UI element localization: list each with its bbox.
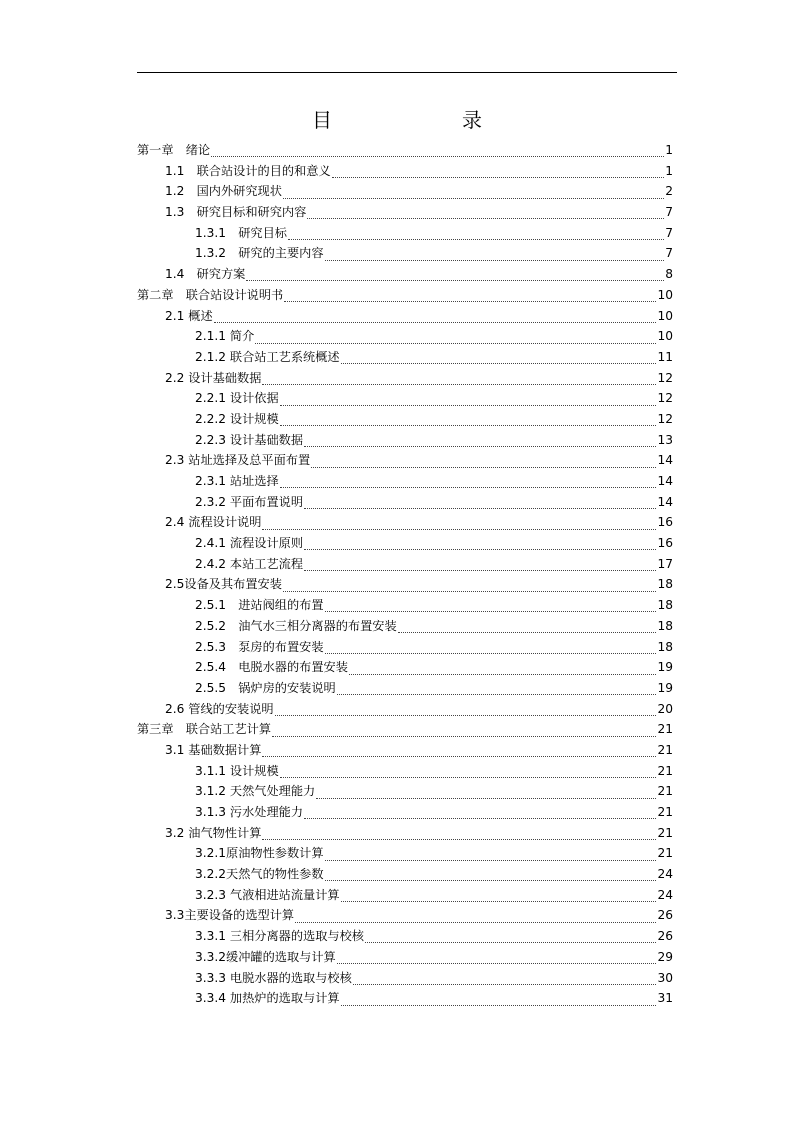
- toc-entry-page-number: 10: [657, 287, 673, 302]
- toc-entry-page-number: 13: [657, 432, 673, 447]
- dot-leader: [365, 933, 657, 943]
- toc-entry-page-number: 17: [657, 556, 673, 571]
- toc-entry[interactable]: [137, 616, 673, 637]
- toc-entry[interactable]: [137, 699, 673, 720]
- toc-entry[interactable]: [137, 885, 673, 906]
- table-of-contents: [137, 140, 673, 1009]
- toc-entry-label: 3.3.2缓冲罐的选取与计算: [195, 949, 336, 964]
- toc-entry[interactable]: [137, 761, 673, 782]
- toc-entry-label: 3.1.1 设计规模: [195, 763, 279, 778]
- toc-entry-page-number: 31: [657, 991, 673, 1006]
- dot-leader: [325, 602, 657, 612]
- toc-entry-label: 3.3.4 加热炉的选取与计算: [195, 991, 340, 1006]
- toc-entry[interactable]: [137, 843, 673, 864]
- toc-entry-page-number: 21: [657, 784, 673, 799]
- header-rule: [137, 72, 677, 73]
- toc-entry[interactable]: [137, 471, 673, 492]
- dot-leader: [262, 375, 656, 385]
- page-title: 目 录: [312, 108, 512, 132]
- toc-entry-page-number: 10: [657, 329, 673, 344]
- toc-entry-label: 3.1 基础数据计算: [165, 742, 262, 757]
- dot-leader: [304, 540, 656, 550]
- toc-entry[interactable]: [137, 140, 673, 161]
- toc-entry-label: 2.6 管线的安装说明: [165, 701, 274, 716]
- dot-leader: [246, 271, 664, 281]
- toc-entry[interactable]: [137, 823, 673, 844]
- toc-entry-page-number: 21: [657, 846, 673, 861]
- toc-entry-page-number: 12: [657, 411, 673, 426]
- toc-entry-page-number: 29: [657, 949, 673, 964]
- dot-leader: [349, 665, 657, 675]
- dot-leader: [275, 706, 657, 716]
- dot-leader: [398, 623, 657, 633]
- toc-entry-label: 3.2.3 气液相进站流量计算: [195, 887, 340, 902]
- toc-entry-page-number: 1: [665, 143, 673, 157]
- dot-leader: [280, 768, 657, 778]
- toc-entry-label: 2.5.4 电脱水器的布置安装: [195, 660, 348, 675]
- toc-entry-label: 3.2.1原油物性参数计算: [195, 846, 324, 861]
- dot-leader: [280, 478, 657, 488]
- toc-entry-label: 2.1 概述: [165, 308, 213, 323]
- toc-entry-label: 2.4.2 本站工艺流程: [195, 556, 304, 571]
- toc-entry[interactable]: [137, 595, 673, 616]
- toc-entry[interactable]: [137, 657, 673, 678]
- toc-entry-label: 2.5.2 油气水三相分离器的布置安装: [195, 618, 397, 633]
- toc-entry-page-number: 21: [657, 763, 673, 778]
- dot-leader: [304, 561, 656, 571]
- toc-entry-page-number: 18: [657, 639, 673, 654]
- dot-leader: [307, 209, 664, 219]
- toc-entry-label: 1.2 国内外研究现状: [165, 184, 282, 199]
- dot-leader: [272, 727, 656, 737]
- toc-entry[interactable]: [137, 905, 673, 926]
- toc-entry-page-number: 24: [657, 887, 673, 902]
- toc-entry-label: 3.3.1 三相分离器的选取与校核: [195, 929, 364, 944]
- toc-entry-label: 2.2.3 设计基础数据: [195, 432, 304, 447]
- toc-entry-label: 2.1.1 简介: [195, 329, 255, 344]
- dot-leader: [283, 582, 657, 592]
- toc-entry[interactable]: [137, 492, 673, 513]
- toc-entry[interactable]: [137, 202, 673, 223]
- toc-entry[interactable]: [137, 181, 673, 202]
- toc-entry-label: 2.3 站址选择及总平面布置: [165, 453, 311, 468]
- toc-entry[interactable]: [137, 306, 673, 327]
- toc-entry-page-number: 7: [665, 246, 673, 261]
- dot-leader: [295, 913, 656, 923]
- toc-entry-label: 2.1.2 联合站工艺系统概述: [195, 349, 340, 364]
- toc-entry-page-number: 20: [657, 701, 673, 716]
- toc-entry-label: 2.3.1 站址选择: [195, 474, 279, 488]
- dot-leader: [325, 851, 657, 861]
- toc-entry[interactable]: [137, 388, 673, 409]
- dot-leader: [304, 809, 656, 819]
- toc-entry[interactable]: [137, 988, 673, 1009]
- toc-entry[interactable]: [137, 533, 673, 554]
- toc-entry-label: 2.5.5 锅炉房的安装说明: [195, 680, 336, 695]
- toc-entry[interactable]: [137, 368, 673, 389]
- toc-entry-label: 第二章 联合站设计说明书: [137, 287, 284, 302]
- toc-entry[interactable]: [137, 285, 673, 306]
- toc-entry[interactable]: [137, 864, 673, 885]
- toc-entry-label: 3.2.2天然气的物性参数: [195, 867, 324, 882]
- dot-leader: [325, 251, 665, 261]
- dot-leader: [325, 644, 657, 654]
- dot-leader: [337, 685, 657, 695]
- toc-entry-label: 3.2 油气物性计算: [165, 825, 262, 840]
- toc-entry[interactable]: [137, 719, 673, 740]
- toc-entry-page-number: 18: [657, 618, 673, 633]
- toc-entry-page-number: 11: [657, 349, 673, 364]
- dot-leader: [341, 354, 657, 364]
- toc-entry[interactable]: [137, 430, 673, 451]
- dot-leader: [283, 189, 664, 199]
- toc-entry-page-number: 26: [657, 929, 673, 944]
- toc-entry[interactable]: [137, 409, 673, 430]
- dot-leader: [341, 892, 657, 902]
- toc-entry-page-number: 16: [657, 515, 673, 530]
- toc-entry-page-number: 18: [657, 577, 673, 592]
- toc-entry-label: 3.3主要设备的选型计算: [165, 908, 295, 923]
- toc-entry-label: 2.4 流程设计说明: [165, 515, 262, 530]
- toc-entry-page-number: 19: [657, 680, 673, 695]
- dot-leader: [304, 437, 656, 447]
- toc-entry-page-number: 30: [657, 970, 673, 985]
- toc-entry[interactable]: [137, 947, 673, 968]
- toc-entry-page-number: 21: [657, 825, 673, 840]
- dot-leader: [288, 230, 664, 240]
- toc-entry[interactable]: [137, 347, 673, 368]
- dot-leader: [262, 520, 656, 530]
- dot-leader: [341, 996, 657, 1006]
- toc-entry-label: 1.3.1 研究目标: [195, 225, 287, 240]
- toc-entry-page-number: 19: [657, 660, 673, 675]
- toc-entry-label: 第三章 联合站工艺计算: [137, 722, 272, 737]
- dot-leader: [332, 168, 665, 178]
- dot-leader: [262, 830, 656, 840]
- toc-entry-page-number: 2: [665, 184, 673, 199]
- toc-entry-label: 1.1 联合站设计的目的和意义: [165, 163, 331, 178]
- toc-entry[interactable]: [137, 450, 673, 471]
- dot-leader: [284, 292, 656, 302]
- toc-entry-label: 2.5设备及其布置安装: [165, 577, 282, 592]
- toc-entry-label: 3.3.3 电脱水器的选取与校核: [195, 970, 352, 985]
- dot-leader: [262, 747, 656, 757]
- dot-leader: [255, 334, 656, 344]
- dot-leader: [280, 416, 657, 426]
- toc-entry[interactable]: [137, 223, 673, 244]
- toc-entry-page-number: 18: [657, 598, 673, 613]
- toc-entry-page-number: 21: [657, 742, 673, 757]
- toc-entry[interactable]: [137, 512, 673, 533]
- toc-entry-label: 3.1.3 污水处理能力: [195, 805, 304, 819]
- toc-entry-label: 第一章 绪论: [137, 143, 211, 157]
- toc-entry-label: 1.3 研究目标和研究内容: [165, 205, 307, 220]
- toc-entry-label: 1.4 研究方案: [165, 267, 246, 282]
- toc-entry[interactable]: [137, 264, 673, 285]
- toc-entry-page-number: 8: [665, 267, 673, 282]
- toc-entry[interactable]: [137, 926, 673, 947]
- toc-entry[interactable]: [137, 740, 673, 761]
- toc-entry-label: 2.5.1 进站阀组的布置: [195, 598, 324, 613]
- toc-entry-label: 2.4.1 流程设计原则: [195, 536, 304, 551]
- toc-entry[interactable]: [137, 326, 673, 347]
- dot-leader: [304, 499, 656, 509]
- toc-entry-label: 2.3.2 平面布置说明: [195, 494, 304, 509]
- dot-leader: [353, 975, 657, 985]
- toc-entry[interactable]: [137, 678, 673, 699]
- toc-entry-label: 2.2 设计基础数据: [165, 370, 262, 385]
- toc-entry[interactable]: [137, 574, 673, 595]
- dot-leader: [280, 396, 657, 406]
- toc-entry[interactable]: [137, 243, 673, 264]
- dot-leader: [325, 871, 657, 881]
- toc-entry-page-number: 21: [657, 805, 673, 819]
- toc-entry-page-number: 7: [665, 225, 673, 240]
- toc-entry-page-number: 12: [657, 391, 673, 406]
- toc-entry-page-number: 24: [657, 867, 673, 882]
- toc-entry-page-number: 7: [665, 205, 673, 220]
- toc-entry[interactable]: [137, 968, 673, 989]
- toc-entry[interactable]: [137, 781, 673, 802]
- dot-leader: [337, 954, 657, 964]
- toc-entry-page-number: 21: [657, 722, 673, 737]
- toc-entry[interactable]: [137, 802, 673, 823]
- toc-entry-label: 2.5.3 泵房的布置安装: [195, 639, 324, 654]
- dot-leader: [211, 147, 664, 157]
- dot-leader: [311, 458, 656, 468]
- dot-leader: [214, 313, 657, 323]
- dot-leader: [316, 789, 656, 799]
- toc-entry-page-number: 14: [657, 453, 673, 468]
- toc-entry-page-number: 16: [657, 536, 673, 551]
- toc-entry-page-number: 26: [657, 908, 673, 923]
- toc-entry-page-number: 12: [657, 370, 673, 385]
- toc-entry-page-number: 14: [657, 474, 673, 488]
- toc-entry-label: 2.2.2 设计规模: [195, 411, 279, 426]
- toc-entry[interactable]: [137, 161, 673, 182]
- toc-entry[interactable]: [137, 554, 673, 575]
- toc-entry-page-number: 10: [657, 308, 673, 323]
- toc-entry-page-number: 1: [665, 163, 673, 178]
- toc-entry-label: 2.2.1 设计依据: [195, 391, 279, 406]
- toc-entry-label: 3.1.2 天然气处理能力: [195, 784, 316, 799]
- toc-entry[interactable]: [137, 637, 673, 658]
- toc-entry-label: 1.3.2 研究的主要内容: [195, 246, 324, 261]
- toc-entry-page-number: 14: [657, 494, 673, 509]
